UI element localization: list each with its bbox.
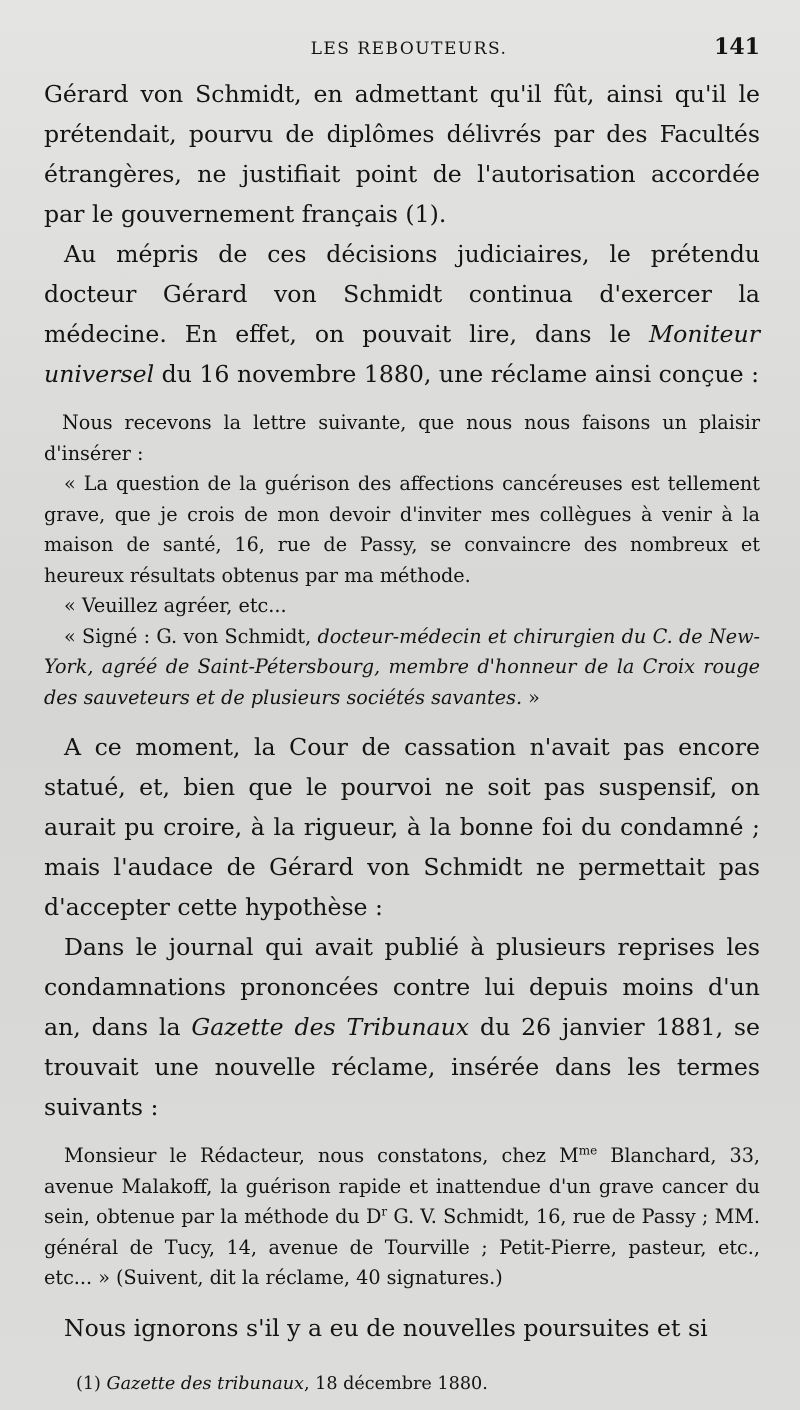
paragraph-3: A ce moment, la Cour de cassation n'avait pas encore statué, et, bien que le pourvoi ne soit pas suspensif, on aurait pu croire, à la rigueur, à la bonne foi du condamné ; mais l'audace de Gérard von Schmidt ne permettait pas d'accepter cette hypothèse : [44, 733, 760, 921]
footnote-date: , 18 décembre 1880. [303, 1373, 488, 1394]
quoted-advertisement [44, 1141, 760, 1294]
quote-lead: Nous recevons la lettre suivante, que nous nous faisons un plaisir d'insérer : [44, 411, 760, 465]
quote-letter-body: « La question de la guérison des affections cancéreuses est tellement grave, que je crois de mon devoir d'inviter mes collègues à venir à la maison de santé, 16, rue de Passy, se convaincre des nombreux et heureux résultats obtenus par ma méthode. [44, 472, 760, 587]
signature-titles: docteur-médecin et chirurgien du C. de New-York, agréé de Saint-Pétersbourg, membre d'honneur de la Croix rouge des sauveteurs et de plusieurs sociétés savantes. [44, 624, 760, 709]
quote-closing: « Veuillez agréer, etc... [64, 594, 287, 617]
paragraph-2-text-a: Au mépris de ces décisions judiciaires, le prétendu docteur Gérard von Schmidt continua d'exercer la médecine. En effet, on pouvait lire, dans le [44, 240, 760, 348]
quote-signature [44, 622, 760, 714]
paragraph-4-text-a: Dans le journal qui avait publié à plusieurs reprises les condamnations prononcées contre lui depuis moins d'un an, dans la [44, 933, 760, 1041]
page-header [44, 34, 760, 68]
footnote-source: Gazette des tribunaux [106, 1373, 304, 1394]
ad-superscript-me: me [578, 1143, 598, 1158]
ad-text-b: Blanchard, 33, avenue Malakoff, la guérison rapide et inattendue d'un grave cancer du sein, obtenue par la méthode du D [44, 1144, 760, 1228]
ad-superscript-r: r [381, 1204, 388, 1219]
advertisement-body [44, 1141, 760, 1294]
footnote-marker: (1) [76, 1373, 107, 1394]
paragraph-1: Gérard von Schmidt, en admettant qu'il fût, ainsi qu'il le prétendait, pourvu de diplômes délivrés par des Facultés étrangères, ne justifiait point de l'autorisation accordée par le gouvernement français (1). [44, 80, 760, 228]
ad-text-c: G. V. Schmidt, 16, rue de Passy ; MM. général de Tucy, 14, avenue de Tourville ; Petit-Pierre, pasteur, etc., etc... » (Suivent, dit la réclame, 40 signatures.) [44, 1205, 760, 1289]
footnote [44, 1370, 760, 1398]
ad-text-a: Monsieur le Rédacteur, nous constatons, chez M [64, 1144, 579, 1167]
paragraph-2-text-b: du 16 novembre 1880, une réclame ainsi conçue : [154, 360, 760, 388]
page-number: 141 [714, 34, 760, 60]
quoted-letter [44, 408, 760, 713]
paragraph-5: Nous ignorons s'il y a eu de nouvelles poursuites et si [64, 1313, 708, 1342]
paragraph-4 [44, 927, 760, 1127]
paragraph-2 [44, 234, 760, 394]
paragraph-2-italic: Moniteur universel [44, 320, 760, 388]
signature-start: « Signé : G. von Schmidt, [64, 624, 318, 648]
paragraph-4-italic: Gazette des Tribunaux [191, 1013, 470, 1041]
paragraph-4-text-b: du 26 janvier 1881, se trouvait une nouvelle réclame, insérée dans les termes suivants : [44, 1013, 760, 1121]
running-title: LES REBOUTEURS. [310, 39, 508, 59]
signature-end: » [522, 685, 540, 709]
